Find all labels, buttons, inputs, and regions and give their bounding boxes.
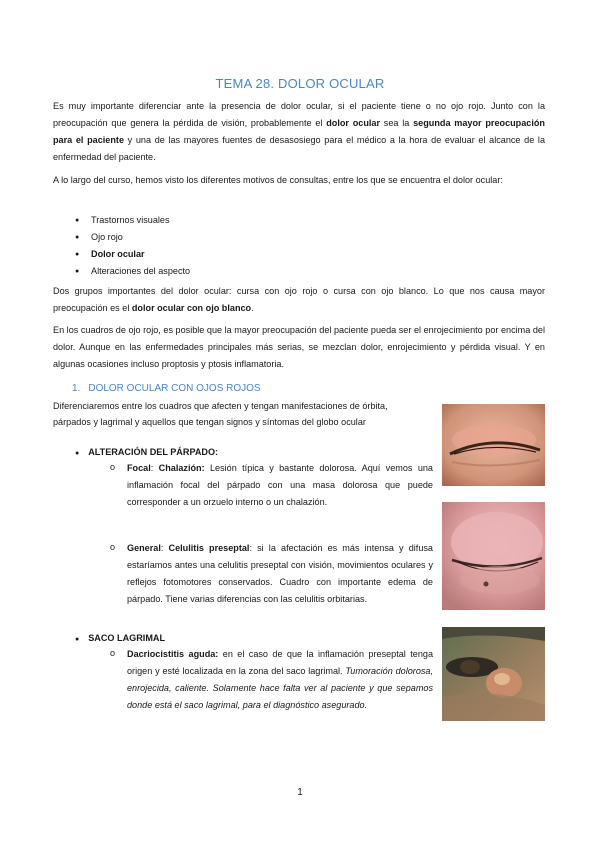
section-heading [72,383,261,394]
circle-bullet-icon: o [110,462,116,472]
groups-paragraph: Dos grupos importantes del dolor ocular: cursa con ojo rojo o cursa con ojo blanco. Lo que nos causa mayor preocupación es el dolor ocular con ojo blanco. [53,286,545,313]
list-item: ● Ojo rojo [75,229,190,246]
list-item: ● Dolor ocular [75,246,190,263]
lacrimal-heading: ● SACO LAGRIMAL [75,633,165,643]
dacriocistitis-paragraph: Dacriocistitis aguda: en el caso de que la inflamación preseptal tenga origen y esté localizada en la zona del saco lagrimal. Tumoración dolorosa, enrojecida, caliente. Solamente hace falta ver al paciente y que sepamos donde está el saco lagrimal, para el diagnóstico asegurado. [127,649,434,710]
motives-list [75,212,190,280]
general-paragraph: General: Celulitis preseptal: si la afectación es más intensa y difusa estaríamos antes una celulitis preseptal con visión, movimientos oculares y reflejos fotomotores conservados. Cuadro con importante edema de párpado. Tiene varias diferencias con las celulitis orbitarias. [127,543,433,604]
section-number: 1. [72,383,81,394]
dacriocistitis-photo [442,627,545,721]
page-number: 1 [297,787,303,798]
eye-image [442,404,545,486]
intro-paragraph: Es muy importante diferenciar ante la presencia de dolor ocular, si el paciente tiene o no ojo rojo. Junto con la preocupación que genera la pérdida de visión, probablemente el dolor ocular sea la segunda mayor preocupación para el paciente y una de las mayores fuentes de desasosiego para el médico a la hora de evaluar el alcance de la enfermedad del paciente. [53,101,545,162]
circle-bullet-icon: o [110,648,116,658]
eyelid-heading: ● ALTERACIÓN DEL PÁRPADO: [75,447,218,457]
page-title: TEMA 28. DOLOR OCULAR [215,76,385,91]
focal-paragraph: Focal: Chalazión: Lesión típica y bastante dolorosa. Aquí vemos una inflamación focal del párpado con una masa dolorosa que puede corresponder a un orzuelo interno o un chalazión. [127,463,433,507]
list-item: ● Alteraciones del aspecto [75,263,190,280]
eye-image [442,502,545,610]
chalazion-photo [442,404,545,486]
list-item: ● Trastornos visuales [75,212,190,229]
circle-bullet-icon: o [110,542,116,552]
section-lead: Diferenciaremos entre los cuadros que afecten y tengan manifestaciones de órbita, párpados y lagrimal y aquellos que tengan signos y síntomas del globo ocular [53,401,388,427]
section-title: DOLOR OCULAR CON OJOS ROJOS [88,383,261,394]
cellulitis-photo [442,502,545,610]
eye-image [442,627,545,721]
red-eye-paragraph: En los cuadros de ojo rojo, es posible que la mayor preocupación del paciente pueda ser el enrojecimiento por encima del dolor. Aunque en las enfermedades principales más serias, se mezclan dolor, enrojecimiento y pérdida visual. Y en algunas ocasiones incluso proptosis y ptosis inflamatoria. [53,325,545,369]
motives-paragraph: A lo largo del curso, hemos visto los diferentes motivos de consultas, entre los que se encuentra el dolor ocular: [53,175,503,185]
